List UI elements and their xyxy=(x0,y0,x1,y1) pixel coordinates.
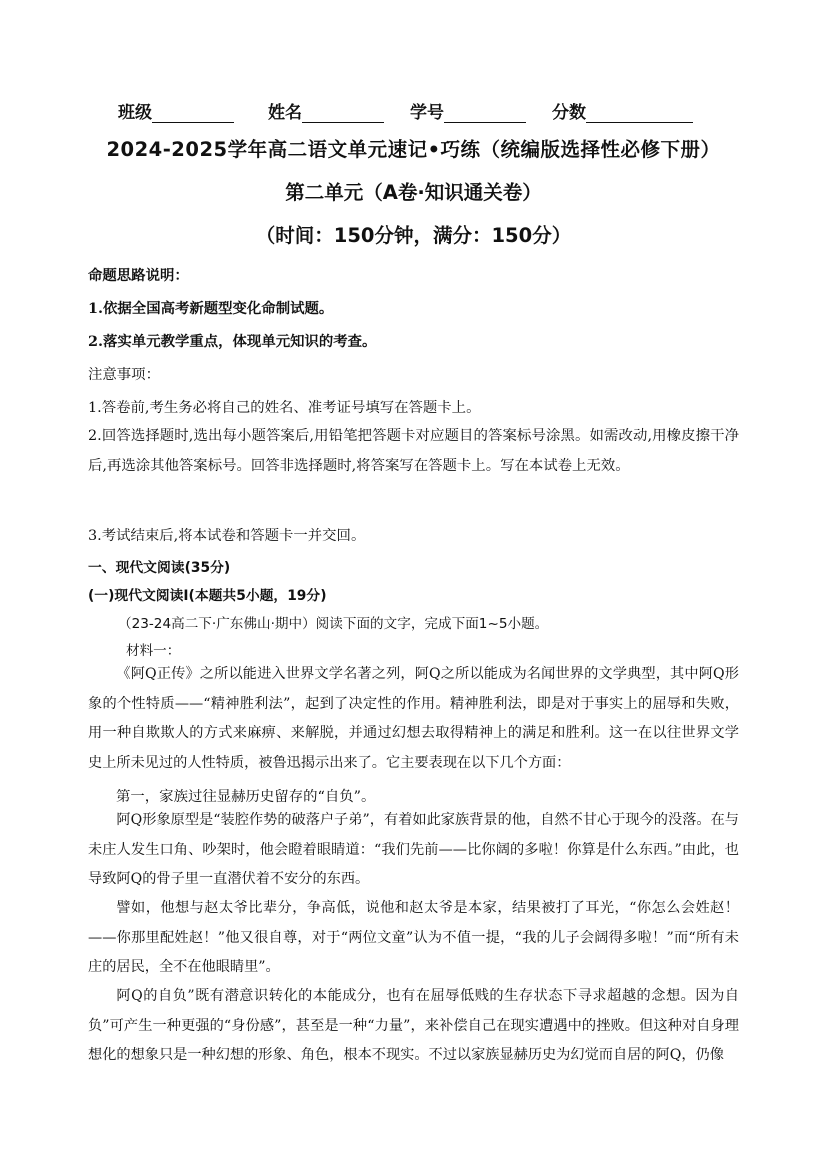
passage-paragraph: 阿Q形象原型是“装腔作势的破落户子弟”，有着如此家族背景的他，自然不甘心于现今的没落。在与未庄人发生口角、吵架时，他会瞪着眼睛道：“我们先前——比你阔的多啦！你算是什么东西。”由此，也导致阿Q的骨子里一直潜伏着不安分的东西。 xyxy=(88,812,739,887)
passage-paragraph: 譬如，他想与赵太爷比辈分，争高低，说他和赵太爷是本家，结果被打了耳光，“你怎么会姓赵！——你那里配姓赵！”他又很自尊，对于“两位文童”认为不值一提，“我的儿子会阔得多啦！”而“所有未庄的居民，全不在他眼睛里”。 xyxy=(88,900,739,975)
design-heading: 命题思路说明： xyxy=(88,268,189,284)
passage-point-heading: 第一，家族过往显赫历史留存的“自负”。 xyxy=(116,789,376,805)
score-field[interactable]: 分数 xyxy=(552,98,693,123)
class-field[interactable]: 班级 xyxy=(118,98,234,123)
design-point-1: 1.依据全国高考新题型变化命制试题。 xyxy=(88,300,334,317)
name-blank[interactable] xyxy=(302,104,384,123)
student-id-blank[interactable] xyxy=(444,104,526,123)
notice-item-1: 1.答卷前,考生务必将自己的姓名、准考证号填写在答题卡上。 xyxy=(88,400,481,416)
exam-title: 2024-2025学年高二语文单元速记•巧练（统编版选择性必修下册） xyxy=(106,138,721,161)
section-heading: 一、现代文阅读(35分) xyxy=(88,560,231,576)
notice-heading: 注意事项： xyxy=(88,367,160,383)
score-blank[interactable] xyxy=(586,104,693,123)
passage-paragraph: 《阿Q正传》之所以能进入世界文学名著之列，阿Q之所以能成为名闻世界的文学典型，其中阿Q形象的个性特质——“精神胜利法”，起到了决定性的作用。精神胜利法，即是对于事实上的屈辱和失败，用一种自欺欺人的方式来麻痹、来解脱，并通过幻想去取得精神上的满足和胜利。这一在以往世界文学史上所未见过的人性特质，被鲁迅揭示出来了。它主要表现在以下几个方面： xyxy=(88,666,739,771)
design-point-2: 2.落实单元教学重点，体现单元知识的考查。 xyxy=(88,333,377,350)
time-score-note: （时间：150分钟，满分：150分） xyxy=(255,224,572,247)
unit-title: 第二单元（A卷·知识通关卷） xyxy=(285,181,542,204)
passage-paragraph: 阿Q的自负”既有潜意识转化的本能成分，也有在屈辱低贱的生存状态下寻求超越的念想。因为自负”可产生一种更强的“身份感”，甚至是一种“力量”，来补偿自己在现实遭遇中的挫败。但这种对自身理想化的想象只是一种幻想的形象、角色，根本不现实。不过以家族显赫历史为幻觉而自居的阿Q，仍像 xyxy=(88,988,739,1063)
notice-item-2: 2.回答选择题时,选出每小题答案后,用铅笔把答题卡对应题目的答案标号涂黑。如需改动,用橡皮擦干净后,再选涂其他答案标号。回答非选择题时,将答案写在答题卡上。写在本试卷上无效。 xyxy=(88,428,739,474)
material-label: 材料一： xyxy=(126,643,181,659)
class-blank[interactable] xyxy=(152,104,234,123)
student-info-row xyxy=(0,98,827,124)
reading-instruction: （23-24高二下·广东佛山·期中）阅读下面的文字，完成下面1~5小题。 xyxy=(118,616,549,632)
subsection-heading: (一)现代文阅读Ⅰ(本题共5小题，19分) xyxy=(88,588,327,604)
name-field[interactable]: 姓名 xyxy=(268,98,384,123)
student-id-field[interactable]: 学号 xyxy=(410,98,526,123)
notice-item-3: 3.考试结束后,将本试卷和答题卡一并交回。 xyxy=(88,528,366,544)
